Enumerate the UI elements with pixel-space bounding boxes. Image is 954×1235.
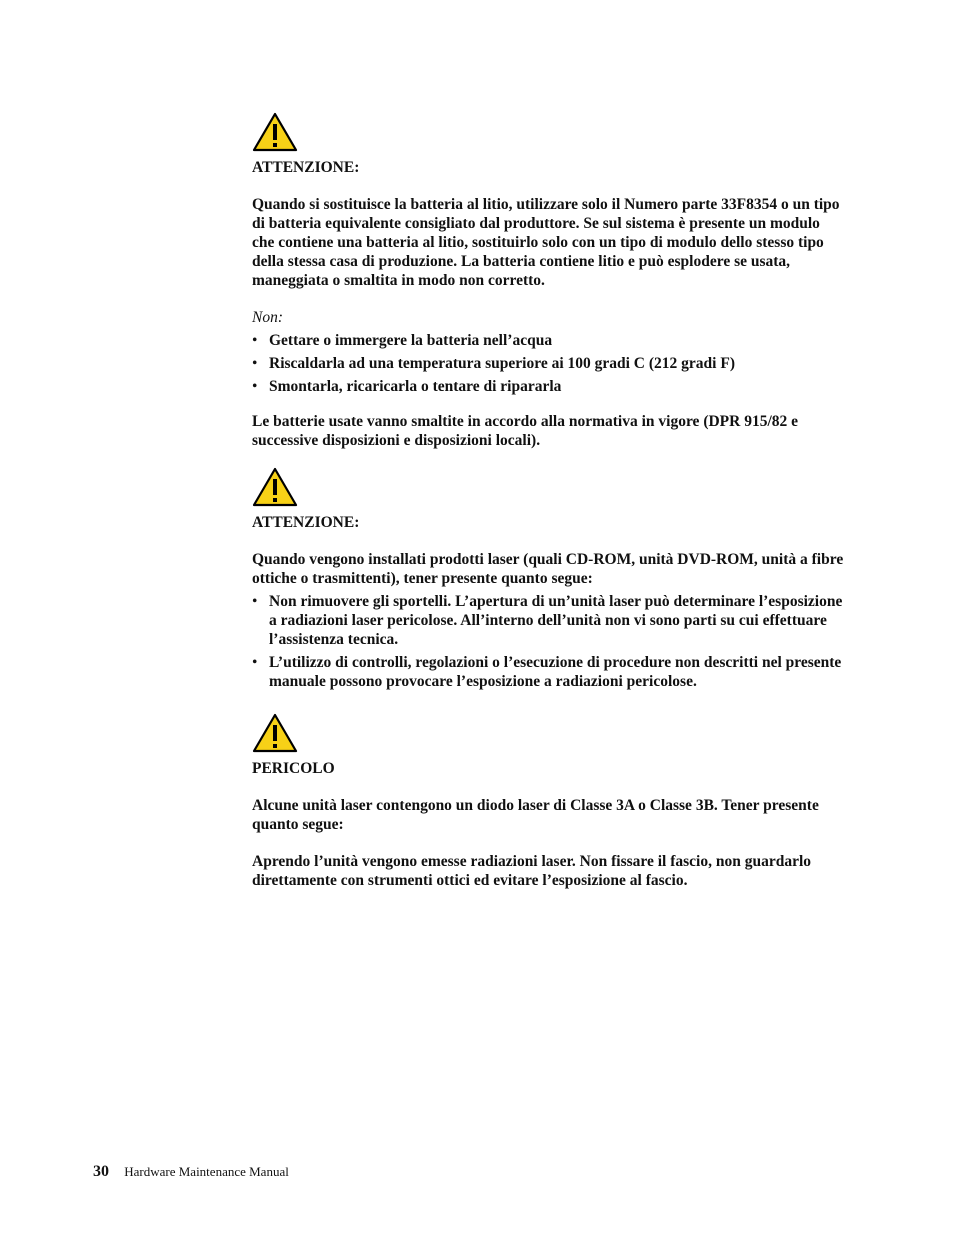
- battery-warning-text: Quando si sostituisce la batteria al litio, utilizzare solo il Numero parte 33F8354 o un tipo di batteria equivalente consigliato dal produttore. Se sul sistema è presente un modulo che contiene una batteria al litio, sostituirlo solo con un tipo di modulo dello stesso tipo della stessa casa di produzione. La batteria contiene litio e può esplodere se usata, maneggiata o smaltita in modo non corretto.: [252, 196, 840, 289]
- warning-triangle-icon: [252, 112, 298, 152]
- danger-heading: PERICOLO: [252, 760, 335, 777]
- warning-triangle-icon: [252, 467, 298, 507]
- caution-heading: ATTENZIONE:: [252, 159, 360, 176]
- battery-prohibitions-list: [252, 331, 844, 396]
- list-item: • Non rimuovere gli sportelli. L’apertura di un’unità laser può determinare l’esposizione a radiazioni laser pericolose. All’interno dell’unità non vi sono parti su cui effettuare l’assistenza tecnica.: [252, 592, 844, 649]
- battery-disposal-text: Le batterie usate vanno smaltite in accordo alla normativa in vigore (DPR 915/82 e successive disposizioni e disposizioni locali).: [252, 413, 799, 449]
- non-label: Non:: [252, 309, 283, 326]
- warning-triangle-icon: [252, 713, 298, 753]
- laser-class-text: Alcune unità laser contengono un diodo laser di Classe 3A o Classe 3B. Tener presente quanto segue:: [252, 797, 819, 833]
- page-number: 30: [93, 1163, 109, 1180]
- list-item: • Smontarla, ricaricarla o tentare di ripararla: [252, 377, 844, 396]
- list-item: • L’utilizzo di controlli, regolazioni o l’esecuzione di procedure non descritti nel presente manuale possono provocare l’esposizione a radiazioni pericolose.: [252, 653, 844, 691]
- laser-precautions-list: [252, 592, 844, 691]
- laser-radiation-text: Aprendo l’unità vengono emesse radiazioni laser. Non fissare il fascio, non guardarlo direttamente con strumenti ottici ed evitare l’esposizione al fascio.: [252, 853, 812, 889]
- caution-heading: ATTENZIONE:: [252, 514, 360, 531]
- laser-install-text: Quando vengono installati prodotti laser (quali CD-ROM, unità DVD-ROM, unità a fibre ottiche o trasmittenti), tener presente quanto segue:: [252, 551, 844, 587]
- list-item: • Riscaldarla ad una temperatura superiore ai 100 gradi C (212 gradi F): [252, 354, 844, 373]
- page-content: [252, 112, 844, 890]
- page-footer: [93, 1163, 289, 1181]
- manual-title: Hardware Maintenance Manual: [124, 1164, 289, 1179]
- list-item: • Gettare o immergere la batteria nell’acqua: [252, 331, 844, 350]
